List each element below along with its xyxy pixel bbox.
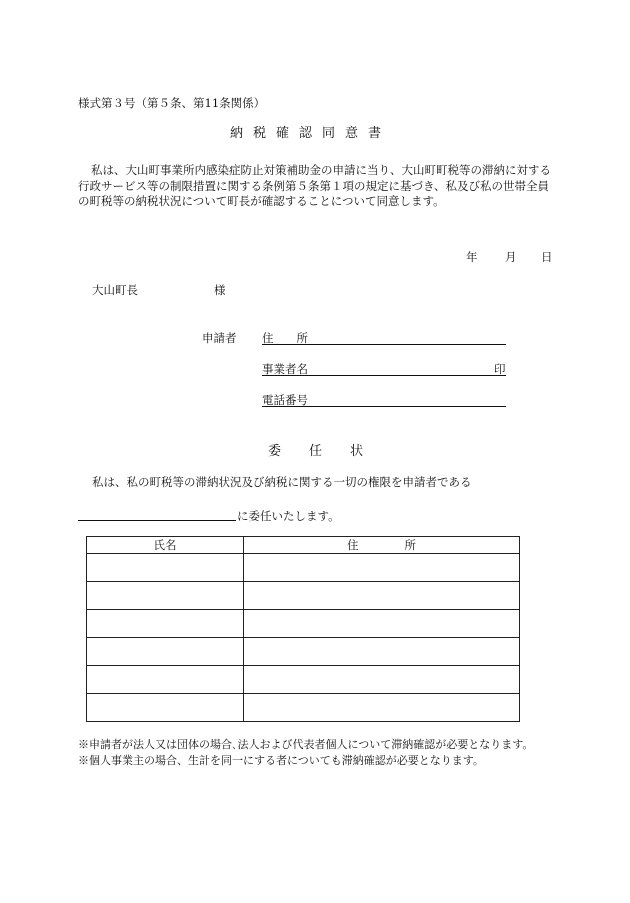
consent-line: 私は、大山町事業所内感染症防止対策補助金の申請に当り、大山町町税等の滞納に対する: [91, 163, 551, 177]
phone-label: 電話番号: [262, 393, 308, 407]
table-row: [87, 694, 520, 722]
applicant-label: 申請者: [202, 331, 237, 345]
date-month: 月: [505, 250, 517, 264]
address-cell[interactable]: [244, 554, 520, 582]
table-row: [87, 554, 520, 582]
form-title: 納税確認同意書: [230, 126, 392, 141]
delegation-statement: 私は、私の町税等の滞納状況及び納税に関する一切の権限を申請者である: [92, 475, 472, 489]
addressee-honorific: 様: [214, 283, 226, 297]
name-cell[interactable]: [87, 694, 244, 722]
consent-line: 行政サービス等の制限措置に関する条例第５条第１項の規定に基づき、私及び私の世帯全員: [78, 178, 550, 193]
address-cell[interactable]: [244, 582, 520, 610]
consent-paragraph: [78, 163, 558, 210]
table-row: [87, 666, 520, 694]
addressee: 大山町長: [92, 283, 138, 297]
name-cell[interactable]: [87, 638, 244, 666]
note-sole-proprietor: ※個人事業主の場合、生計を同一にする者についても滞納確認が必要となります。: [78, 754, 484, 767]
note-corporate: ※申請者が法人又は団体の場合､法人および代表者個人について滞納確認が必要となります。: [78, 738, 534, 751]
delegator-table: [86, 536, 520, 722]
phone-field[interactable]: [262, 406, 506, 407]
name-cell[interactable]: [87, 582, 244, 610]
name-cell[interactable]: [87, 610, 244, 638]
address-label: 住 所: [262, 331, 308, 345]
column-header-address: 住 所: [244, 537, 520, 554]
delegation-title: 委任状: [268, 444, 392, 459]
address-cell[interactable]: [244, 610, 520, 638]
address-cell[interactable]: [244, 638, 520, 666]
address-cell[interactable]: [244, 694, 520, 722]
name-cell[interactable]: [87, 554, 244, 582]
date-day: 日: [541, 250, 553, 264]
consent-line: の町税等の納税状況について町長が確認することについて同意します。: [78, 194, 445, 208]
business-name-label: 事業者名: [262, 362, 308, 376]
seal-mark: 印: [494, 362, 506, 376]
address-cell[interactable]: [244, 666, 520, 694]
address-field[interactable]: [262, 344, 506, 345]
delegate-name-field[interactable]: [78, 520, 236, 521]
table-row: [87, 582, 520, 610]
name-cell[interactable]: [87, 666, 244, 694]
table-header-row: [87, 537, 520, 554]
date-year: 年: [466, 250, 478, 264]
delegation-suffix: に委任いたします。: [237, 509, 340, 523]
table-row: [87, 638, 520, 666]
form-number: 様式第３号（第５条、第11条関係）: [78, 96, 266, 110]
business-name-field[interactable]: [262, 375, 506, 376]
table-row: [87, 610, 520, 638]
column-header-name: 氏名: [87, 537, 244, 554]
